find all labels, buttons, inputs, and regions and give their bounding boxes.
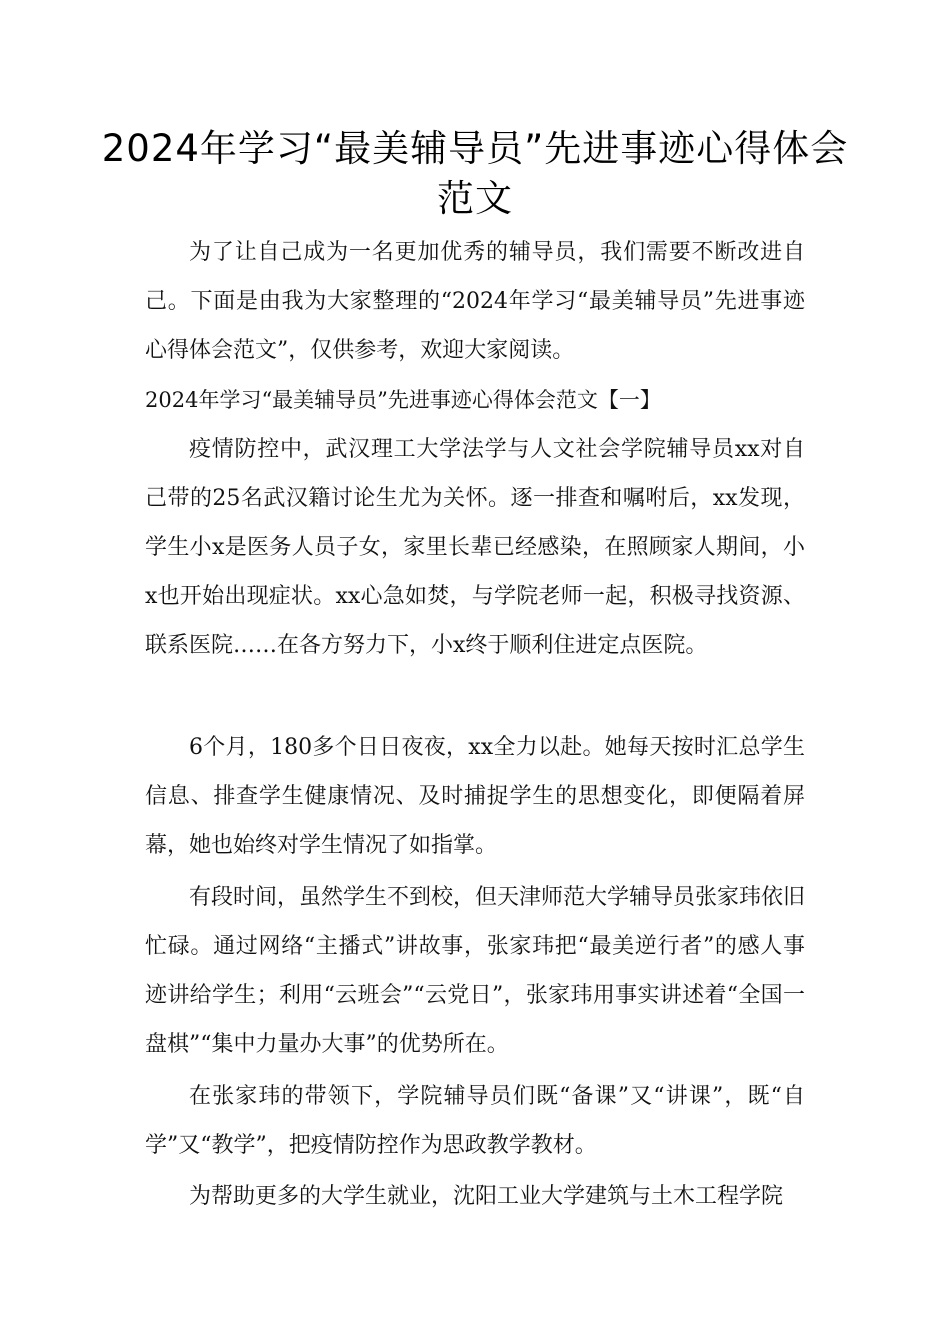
body-paragraph: 在张家玮的带领下，学院辅导员们既“备课”又“讲课”，既“自学”又“教学”，把疫情防控作为思政教学教材。 bbox=[145, 1084, 805, 1158]
body-paragraph: 6个月，180多个日日夜夜，xx全力以赴。她每天按时汇总学生信息、排查学生健康情况、及时捕捉学生的思想变化，即便隔着屏幕，她也始终对学生情况了如指掌。 bbox=[145, 735, 805, 858]
section-heading: 2024年学习“最美辅导员”先进事迹心得体会范文【一】 bbox=[145, 388, 661, 412]
document-title: 2024年学习“最美辅导员”先进事迹心得体会范文 bbox=[101, 127, 849, 220]
body-paragraph: 有段时间，虽然学生不到校，但天津师范大学辅导员张家玮依旧忙碌。通过网络“主播式”讲故事，张家玮把“最美逆行者”的感人事迹讲给学生；利用“云班会”“云党日”，张家玮用事实讲述着“全国一盘棋”“集中力量办大事”的优势所在。 bbox=[145, 885, 806, 1057]
body-paragraph: 为帮助更多的大学生就业，沈阳工业大学建筑与土木工程学院 bbox=[189, 1184, 784, 1209]
intro-paragraph: 为了让自己成为一名更加优秀的辅导员，我们需要不断改进自己。下面是由我为大家整理的“2024年学习“最美辅导员”先进事迹心得体会范文”，仅供参考，欢迎大家阅读。 bbox=[145, 240, 805, 363]
body-paragraph: 疫情防控中，武汉理工大学法学与人文社会学院辅导员xx对自己带的25名武汉籍讨论生尤为关怀。逐一排查和嘱咐后，xx发现，学生小x是医务人员子女，家里长辈已经感染，在照顾家人期间，小x也开始出现症状。xx心急如焚，与学院老师一起，积极寻找资源、联系医院……在各方努力下，小x终于顺利住进定点医院。 bbox=[145, 437, 805, 658]
